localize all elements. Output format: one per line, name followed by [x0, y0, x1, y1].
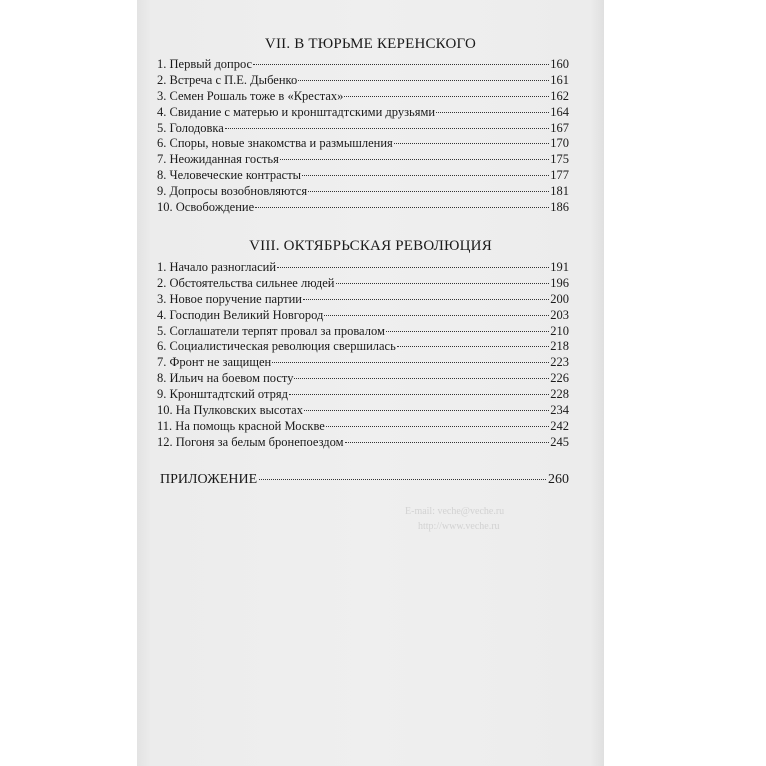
toc-entry-page: 196	[550, 275, 569, 290]
toc-entry	[157, 339, 569, 355]
toc-entry-page: 164	[550, 104, 569, 119]
toc-list-viii	[157, 260, 569, 451]
dot-leader	[308, 191, 549, 192]
dot-leader	[298, 80, 549, 81]
toc-entry-page: 191	[550, 260, 569, 274]
toc-entry-label: 12. Погоня за белым бронепоездом	[157, 434, 344, 449]
dot-leader	[386, 331, 549, 332]
toc-entry-page: 245	[550, 434, 569, 449]
toc-entry-label: 9. Допросы возобновляются	[157, 184, 308, 199]
toc-entry	[157, 371, 569, 387]
dot-leader	[259, 479, 546, 480]
toc-entry	[157, 184, 569, 200]
toc-entry-page: 162	[550, 88, 569, 103]
toc-entry-page: 203	[550, 307, 569, 322]
dot-leader	[255, 207, 549, 208]
toc-list-vii	[157, 57, 569, 216]
toc-entry	[157, 73, 569, 89]
toc-entry-page: 161	[550, 72, 569, 87]
bleed-through-email: E-mail: veche@veche.ru	[405, 506, 505, 517]
toc-entry	[157, 435, 569, 451]
toc-entry-page: 210	[550, 323, 569, 338]
dot-leader	[397, 346, 549, 347]
toc-entry-page: 167	[550, 120, 569, 135]
dot-leader	[326, 426, 549, 427]
section-title-vii: VII. В ТЮРЬМЕ КЕРЕНСКОГО	[264, 36, 477, 52]
toc-appendix	[160, 472, 569, 488]
dot-leader	[344, 96, 549, 97]
toc-entry-page: 181	[550, 184, 569, 199]
toc-entry-page: 234	[550, 403, 569, 418]
toc-entry-label: 10. Освобождение	[157, 200, 255, 215]
dot-leader	[394, 143, 549, 144]
dot-leader	[324, 315, 549, 316]
toc-entry-label: 3. Новое поручение партии	[157, 291, 302, 306]
toc-entry-label: 9. Кронштадтский отряд	[157, 387, 288, 402]
toc-entry	[157, 276, 569, 292]
toc-entry-page: 160	[550, 57, 569, 71]
dot-leader	[336, 283, 550, 284]
toc-entry-page: 170	[550, 136, 569, 151]
toc-entry	[157, 308, 569, 324]
toc-entry-label: 2. Встреча с П.Е. Дыбенко	[157, 72, 298, 87]
toc-entry-label: 1. Начало разногласий	[157, 260, 277, 274]
toc-entry-label: 1. Первый допрос	[157, 57, 253, 71]
toc-entry	[157, 387, 569, 403]
appendix-label: ПРИЛОЖЕНИЕ	[160, 472, 258, 487]
toc-entry-label: 5. Голодовка	[157, 120, 224, 135]
dot-leader	[303, 299, 549, 300]
dot-leader	[289, 394, 549, 395]
toc-entry-page: 226	[550, 371, 569, 386]
toc-entry	[157, 168, 569, 184]
dot-leader	[253, 64, 549, 65]
dot-leader	[272, 362, 549, 363]
dot-leader	[294, 378, 549, 379]
toc-entry	[157, 403, 569, 419]
toc-entry-label: 6. Споры, новые знакомства и размышления	[157, 136, 393, 151]
toc-entry	[157, 260, 569, 276]
dot-leader	[280, 159, 549, 160]
toc-entry-label: 8. Человеческие контрасты	[157, 168, 302, 183]
dot-leader	[304, 410, 549, 411]
toc-entry	[157, 57, 569, 73]
dot-leader	[225, 128, 549, 129]
toc-entry	[157, 152, 569, 168]
bleed-through-url: http://www.veche.ru	[418, 521, 500, 532]
toc-entry-page: 218	[550, 339, 569, 354]
toc-entry-label: 4. Свидание с матерью и кронштадтскими друзьями	[157, 104, 436, 119]
toc-entry	[157, 105, 569, 121]
dot-leader	[302, 175, 549, 176]
toc-entry-page: 200	[550, 291, 569, 306]
toc-entry	[157, 355, 569, 371]
toc-entry-page: 228	[550, 387, 569, 402]
toc-entry-label: 5. Соглашатели терпят провал за провалом	[157, 323, 385, 338]
toc-entry-label: 2. Обстоятельства сильнее людей	[157, 275, 335, 290]
dot-leader	[436, 112, 549, 113]
toc-entry-label: 10. На Пулковских высотах	[157, 403, 303, 418]
toc-entry-label: 11. На помощь красной Москве	[157, 418, 325, 433]
toc-entry-page: 175	[550, 152, 569, 167]
toc-entry-label: 8. Ильич на боевом посту	[157, 371, 294, 386]
toc-entry-page: 186	[550, 200, 569, 215]
toc-entry-page: 242	[550, 418, 569, 433]
toc-entry-label: 3. Семен Рошаль тоже в «Крестах»	[157, 88, 344, 103]
section-title-viii: VIII. ОКТЯБРЬСКАЯ РЕВОЛЮЦИЯ	[249, 238, 492, 254]
toc-entry	[157, 121, 569, 137]
toc-entry-label: 7. Фронт не защищен	[157, 355, 272, 370]
toc-entry	[157, 89, 569, 105]
toc-entry-page: 223	[550, 355, 569, 370]
toc-entry-label: 7. Неожиданная гостья	[157, 152, 279, 167]
toc-entry	[157, 324, 569, 340]
toc-entry-label: 4. Господин Великий Новгород	[157, 307, 324, 322]
toc-entry	[157, 292, 569, 308]
toc-entry	[157, 200, 569, 216]
toc-entry	[157, 136, 569, 152]
dot-leader	[277, 267, 549, 268]
appendix-page: 260	[548, 472, 569, 487]
toc-entry-label: 6. Социалистическая революция свершилась	[157, 339, 396, 354]
dot-leader	[345, 442, 550, 443]
toc-entry	[157, 419, 569, 435]
toc-entry-page: 177	[550, 168, 569, 183]
